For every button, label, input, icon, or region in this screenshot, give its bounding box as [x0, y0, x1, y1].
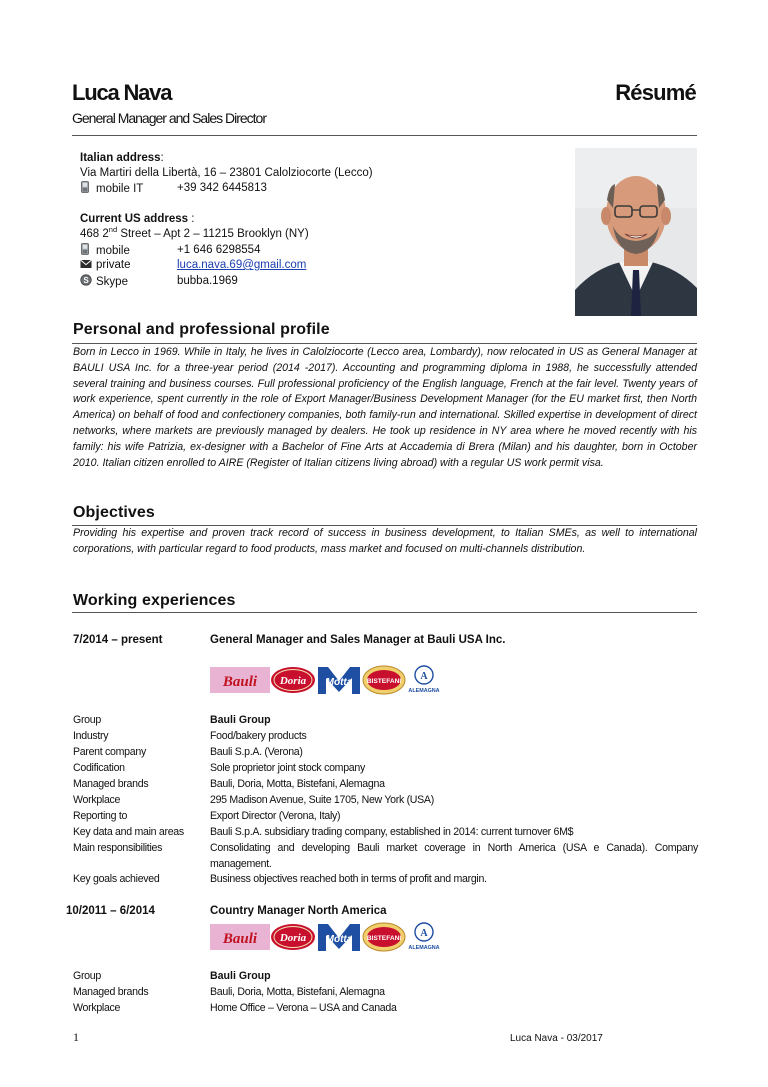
- page-number: 1: [73, 1030, 79, 1044]
- job-dates: 7/2014 – present: [73, 634, 163, 646]
- bauli-logo: [210, 665, 270, 695]
- motta-logo: [316, 921, 362, 953]
- bistefani-logo: [362, 664, 406, 696]
- svg-text:A: A: [420, 671, 428, 682]
- contact-row-mobile-it: mobile IT +39 342 6445813: [80, 181, 176, 196]
- resume-name: Luca Nava: [72, 80, 172, 105]
- motta-logo: [316, 664, 362, 696]
- profile-paragraph: Born in Lecco in 1969. While in Italy, he lives in Calolziocorte (Lecco area, Lombardy), now relocated in US as General Manager at BAULI USA Inc. for a three-year period (2014 -2017). Accounting and programming diploma in 1988, he successfully attended several training and business courses. Full professional proficiency of the English language, French at the fair level. Twenty years of work experience, spent currently in the role of Export Manager/Business Development Manager (for the EU market first, then North America) on behalf of food and confectionery companies, both family-run and international. Skilled expertise in development of direct networks, where markets are previously managed by dealers. He took up residence in NY area where he moved recently with his family: his wife Patrizia, ex-designer with a Bachelor of Fine Arts at Accademia di Brera (Milan) and his daughter, born in October 2010. Italian citizen enrolled to AIRE (Register of Italian citizens living abroad) with a regular US work permit visa.: [73, 346, 697, 469]
- section-title-objectives: Objectives: [73, 504, 155, 521]
- job-role: Country Manager North America: [210, 905, 387, 917]
- footer-author-date: Luca Nava - 03/2017: [510, 1033, 603, 1044]
- skype-icon: [80, 274, 92, 285]
- italian-address: Via Martiri della Libertà, 16 – 23801 Calolziocorte (Lecco): [80, 167, 373, 179]
- envelope-icon: [80, 259, 92, 270]
- svg-text:ALEMAGNA: ALEMAGNA: [408, 688, 440, 694]
- doria-logo: [270, 922, 316, 952]
- svg-text:Doria: Doria: [279, 932, 307, 944]
- email-link[interactable]: luca.nava.69@gmail.com: [177, 259, 307, 271]
- objectives-paragraph: Providing his expertise and proven track record of success in business development, to Italian SMEs, as well to international corporations, with particular regard to food products, mass market and focused on multi-channels distribution.: [73, 527, 697, 555]
- section-divider: [72, 343, 697, 344]
- svg-text:Bauli: Bauli: [222, 931, 258, 947]
- document-title: Résumé: [615, 80, 696, 105]
- svg-text:Motta: Motta: [325, 934, 353, 945]
- section-title-profile: Personal and professional profile: [73, 321, 330, 338]
- contact-row-mobile: mobile +1 646 6298554: [80, 243, 176, 258]
- svg-text:A: A: [420, 928, 428, 939]
- alemagna-logo: [406, 921, 442, 953]
- svg-text:Bauli: Bauli: [222, 674, 258, 690]
- italian-address-heading: Italian address:: [80, 152, 164, 164]
- alemagna-logo: [406, 664, 442, 696]
- svg-text:ALEMAGNA: ALEMAGNA: [408, 945, 440, 951]
- brand-logos: [210, 921, 442, 953]
- svg-text:Motta: Motta: [325, 677, 353, 688]
- job-title: General Manager and Sales Director: [72, 110, 267, 126]
- mobile-phone-icon: [80, 243, 92, 254]
- svg-text:Doria: Doria: [279, 675, 307, 687]
- us-address-heading: Current US address :: [80, 213, 195, 225]
- bistefani-logo: [362, 921, 406, 953]
- mobile-phone-icon: [80, 181, 92, 192]
- section-divider: [72, 612, 697, 613]
- svg-text:S: S: [83, 275, 89, 285]
- contact-row-skype: S Skype bubba.1969: [80, 274, 176, 289]
- job-role: General Manager and Sales Manager at Bauli USA Inc.: [210, 634, 506, 646]
- job-dates: 10/2011 – 6/2014: [66, 905, 155, 917]
- profile-photo: [575, 148, 697, 316]
- bauli-logo: [210, 922, 270, 952]
- us-address: 468 2nd Street – Apt 2 – 11215 Brooklyn (NY): [80, 225, 309, 240]
- section-title-experience: Working experiences: [73, 592, 236, 609]
- contact-row-email: private luca.nava.69@gmail.com: [80, 258, 176, 273]
- svg-text:BISTEFANI: BISTEFANI: [366, 935, 402, 942]
- svg-text:BISTEFANI: BISTEFANI: [366, 678, 402, 685]
- brand-logos: [210, 664, 442, 696]
- header-divider: [72, 135, 697, 136]
- doria-logo: [270, 665, 316, 695]
